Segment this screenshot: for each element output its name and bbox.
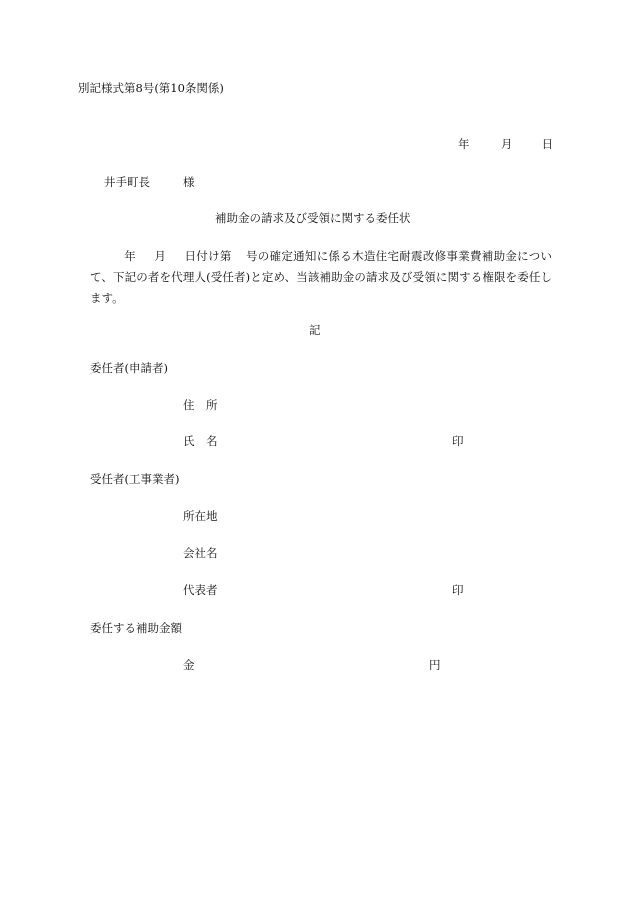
ki-mark: 記 xyxy=(309,323,321,337)
body-month: 月 xyxy=(154,249,167,263)
amount-heading: 委任する補助金額 xyxy=(90,621,182,635)
amount-unit: 円 xyxy=(429,658,441,672)
addressee-honorific: 様 xyxy=(183,175,195,189)
delegate-heading: 受任者(工事業者) xyxy=(90,472,180,486)
delegate-seal: 印 xyxy=(452,583,464,597)
delegator-address-label: 住 所 xyxy=(183,398,218,412)
date-day: 日 xyxy=(541,137,554,151)
body-dated-no: 日付け第 xyxy=(184,249,232,263)
date-month: 月 xyxy=(500,137,513,151)
document-title: 補助金の請求及び受領に関する委任状 xyxy=(215,211,411,225)
addressee-name: 井手町長 xyxy=(104,175,150,189)
body-year: 年 xyxy=(124,249,137,263)
delegator-name-label: 氏 名 xyxy=(183,434,218,448)
delegate-location-label: 所在地 xyxy=(183,509,218,523)
date-line xyxy=(458,136,553,152)
delegator-seal: 印 xyxy=(452,434,464,448)
body-paragraph xyxy=(90,246,552,309)
form-number: 別記様式第8号(第10条関係) xyxy=(78,81,224,95)
date-year: 年 xyxy=(458,137,470,151)
delegator-heading: 委任者(申請者) xyxy=(90,361,168,375)
body-text: 号の確定通知に係る木造住宅耐震改修事業費補助金について、下記の者を代理人(受任者)と定め、当該補助金の請求及び受領に関する権限を委任します。 xyxy=(90,249,553,305)
amount-prefix: 金 xyxy=(183,658,195,672)
delegate-representative-label: 代表者 xyxy=(183,583,218,597)
delegate-company-label: 会社名 xyxy=(183,546,218,560)
